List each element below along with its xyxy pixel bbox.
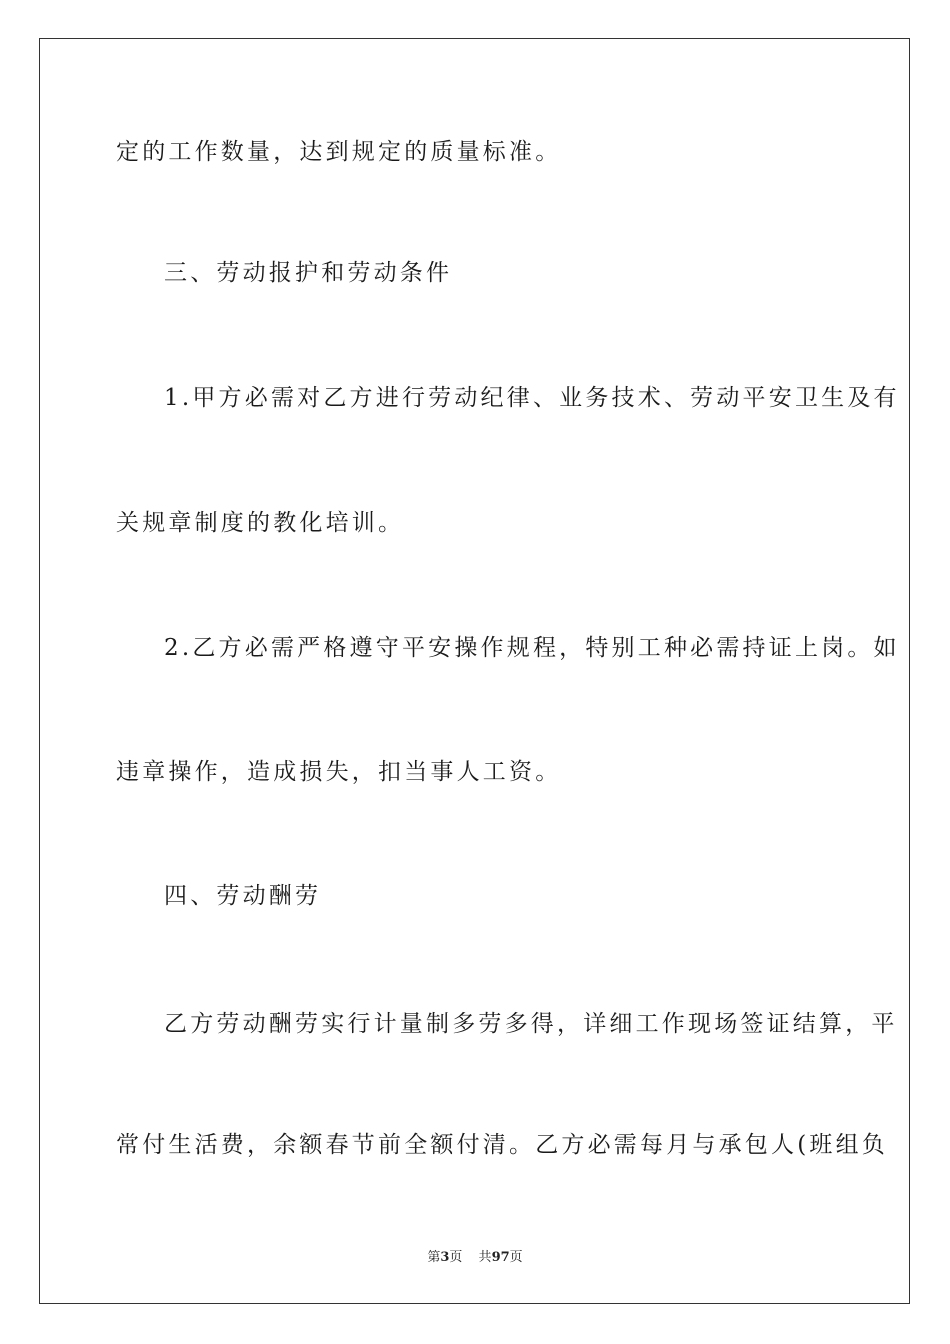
body-line-8: 乙方劳动酬劳实行计量制多劳多得，详细工作现场签证结算，平	[164, 1011, 898, 1037]
page-indicator: 第3页	[427, 1250, 463, 1265]
total-pages-indicator: 共97页	[478, 1250, 523, 1265]
body-line-1: 定的工作数量，达到规定的质量标准。	[116, 139, 562, 165]
total-pages: 97	[491, 1250, 510, 1265]
page-number: 3	[440, 1250, 450, 1265]
page-footer	[0, 1246, 950, 1265]
body-line-6: 违章操作，造成损失，扣当事人工资。	[116, 759, 562, 785]
body-line-5: 2.乙方必需严格遵守平安操作规程，特别工种必需持证上岗。如	[164, 635, 900, 661]
body-line-3: 1.甲方必需对乙方进行劳动纪律、业务技术、劳动平安卫生及有	[164, 385, 900, 411]
section-heading-4: 四、劳动酬劳	[164, 883, 322, 909]
section-heading-3: 三、劳动报护和劳动条件	[164, 260, 453, 286]
body-line-9: 常付生活费，余额春节前全额付清。乙方必需每月与承包人(班组负	[116, 1132, 888, 1158]
body-line-4: 关规章制度的教化培训。	[116, 510, 405, 536]
page-border	[39, 38, 910, 1304]
